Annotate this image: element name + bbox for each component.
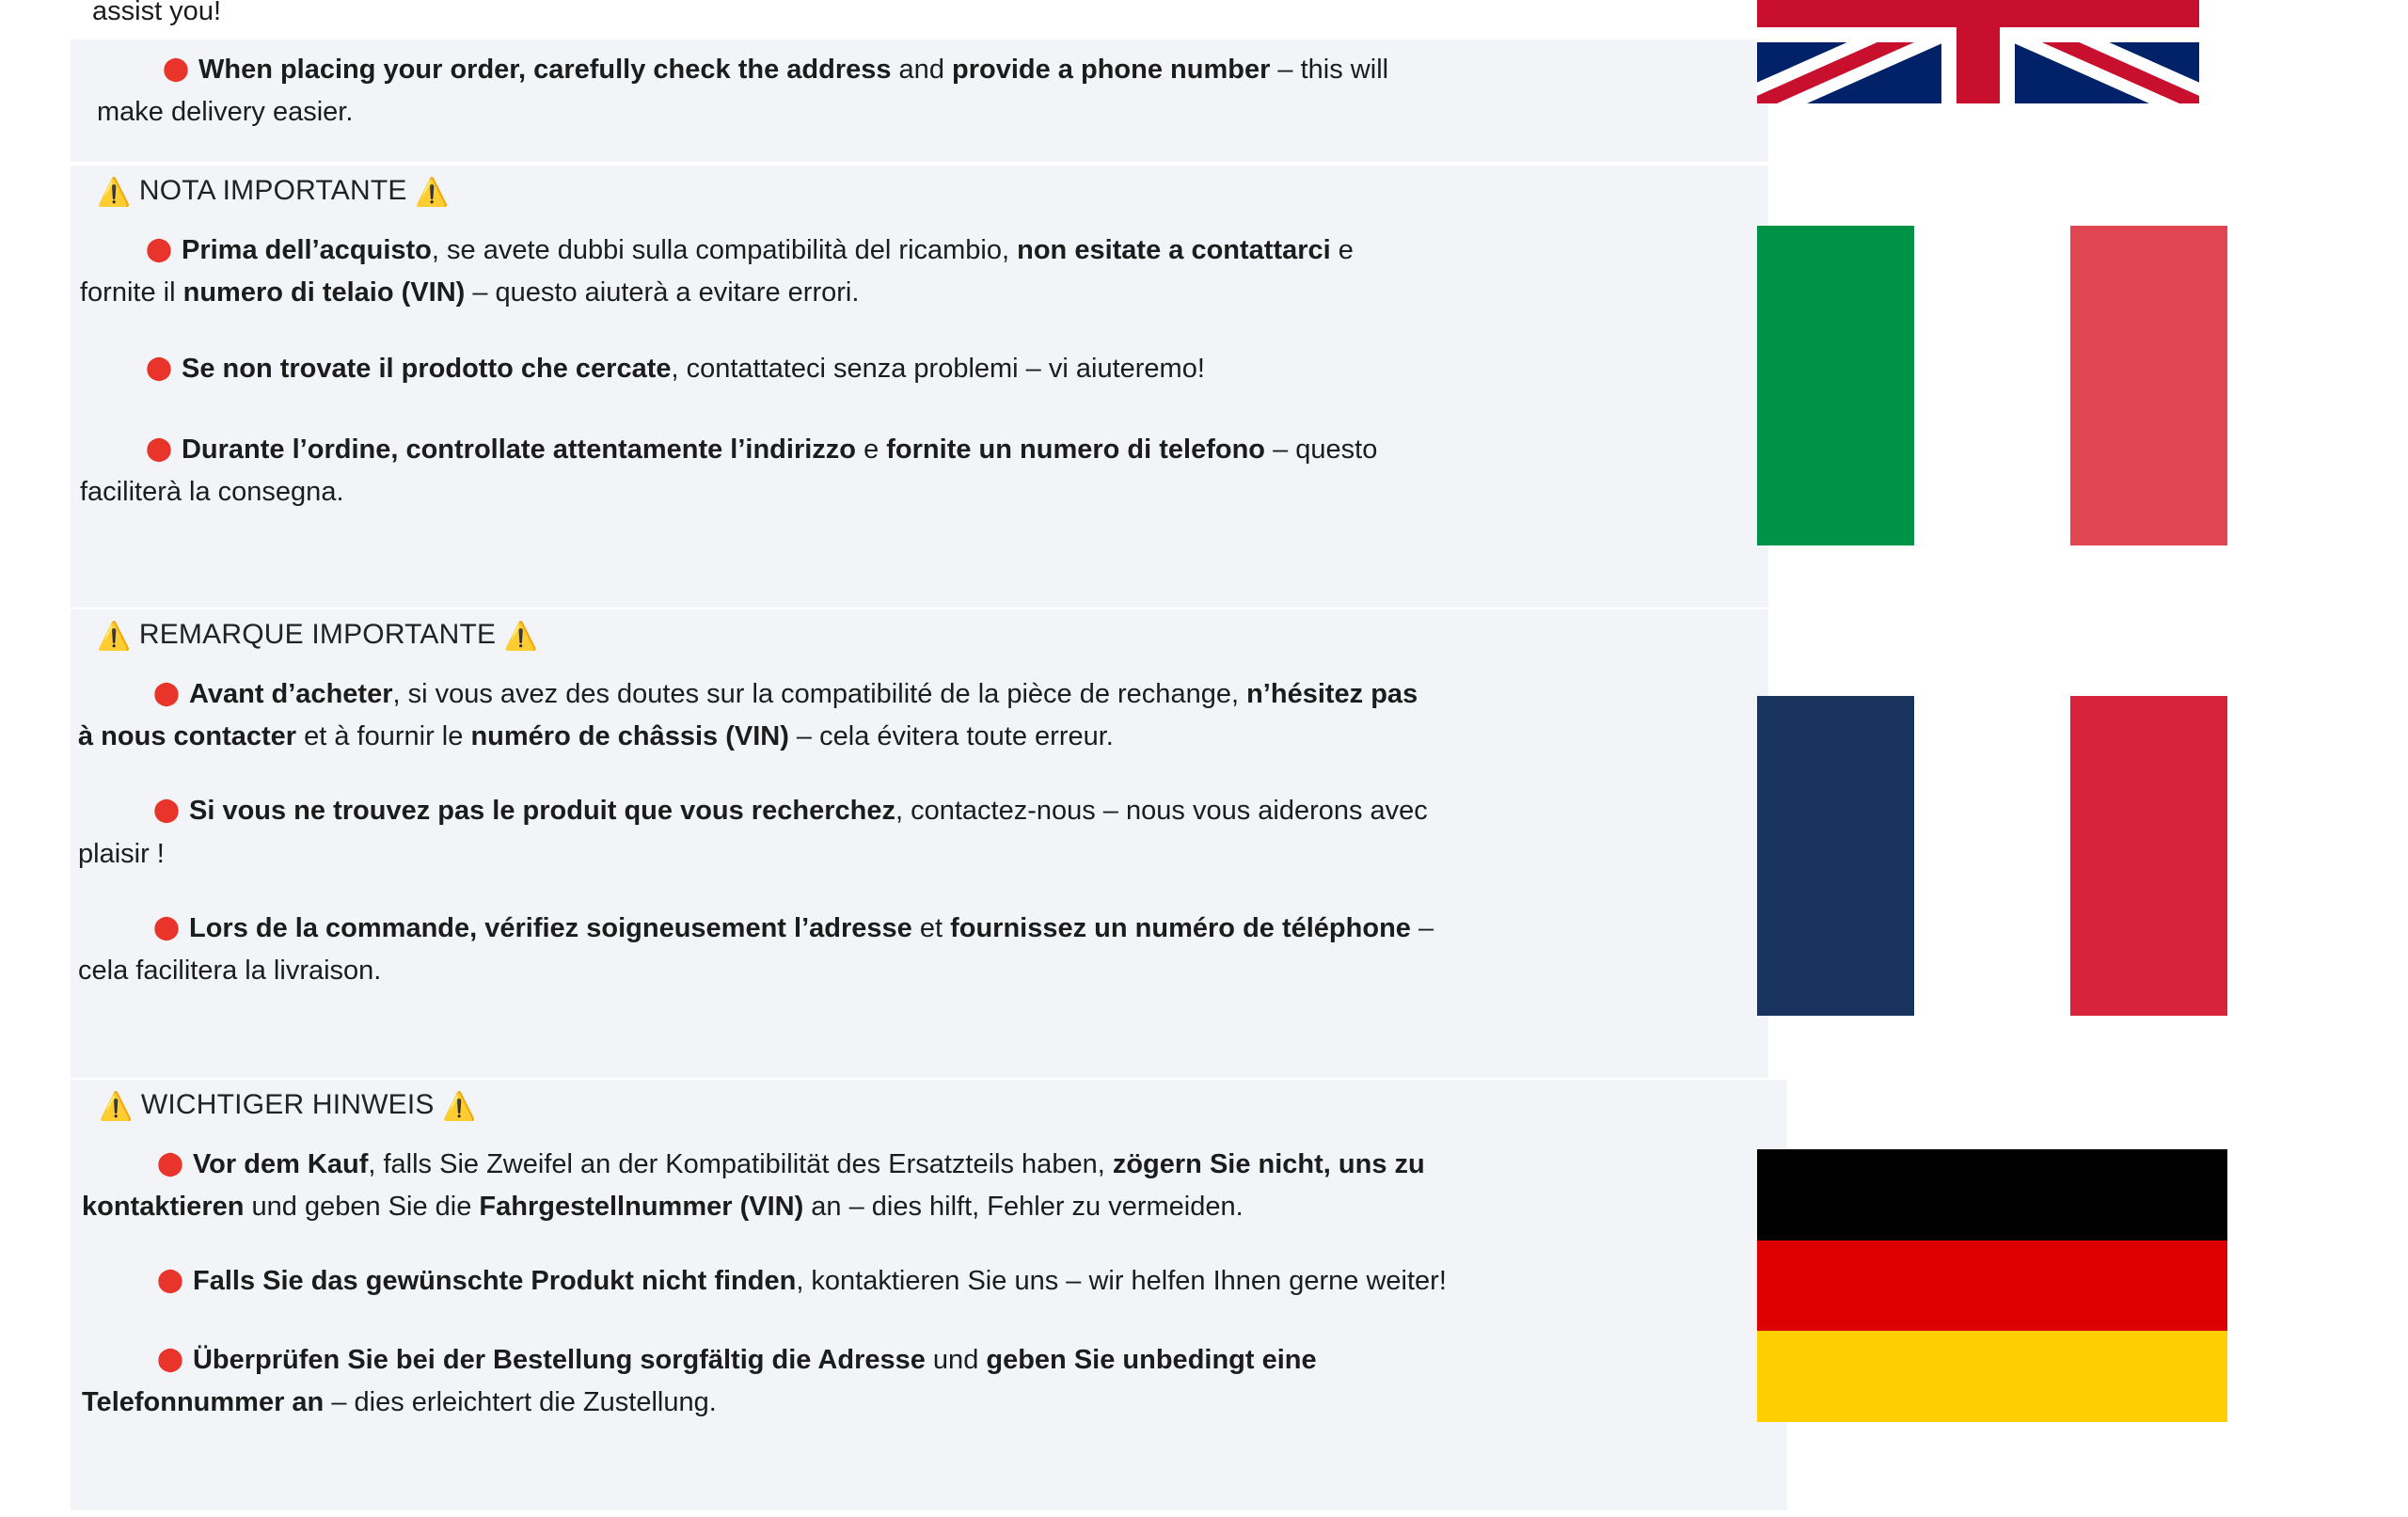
bullet-strong-1: Si vous ne trouvez pas le produit que vous recherchez	[188, 796, 895, 827]
bullet-strong-1: Se non trovate il prodotto che cercate	[181, 354, 672, 385]
bullet-strong-1: Durante l’ordine, controllate attentamente l’indirizzo	[181, 434, 857, 465]
warning-triangle-icon: ⚠️	[99, 1092, 134, 1122]
bullet-plain-1: , se avete dubbi sulla compatibilità del ricambio,	[431, 235, 1018, 265]
bullet-plain-1: , kontaktieren Sie uns – wir helfen Ihnen gerne weiter!	[796, 1266, 1447, 1297]
cont-plain-1: et à fournir le	[296, 721, 471, 752]
heading-italian	[71, 167, 1768, 213]
flag-united-kingdom	[1757, 0, 2199, 103]
red-dot-icon: ⬤	[153, 680, 180, 706]
section-italian-body	[71, 220, 1768, 608]
section-french-body	[71, 664, 1768, 1078]
heading-french	[71, 611, 1768, 656]
cont-plain-1: fornite il	[80, 277, 183, 308]
cont-plain-2: an – dies hilft, Fehler zu vermeiden.	[803, 1192, 1244, 1223]
bullet-plain-1: and	[891, 55, 952, 85]
red-dot-icon: ⬤	[153, 797, 180, 824]
red-dot-icon: ⬤	[146, 236, 172, 262]
warning-triangle-icon-2: ⚠️	[503, 622, 539, 652]
bullet-item	[71, 1332, 1787, 1383]
bullet-plain-1: und	[925, 1344, 987, 1375]
partial-line-assist-you: assist you!	[92, 0, 221, 26]
bullet-plain-1: et	[911, 912, 951, 943]
section-french-heading	[71, 609, 1768, 664]
flag-italy	[1757, 226, 2227, 545]
bullet-continuation: make delivery easier.	[97, 97, 354, 128]
bullet-plain-2: – this will	[1270, 55, 1389, 85]
bullet-item	[71, 41, 1768, 93]
bullet-plain-1: , contactez-nous – nous vous aiderons avec	[895, 796, 1428, 827]
bullet-strong-2: fournissez un numéro de téléphone	[950, 912, 1411, 943]
section-german-body	[71, 1134, 1787, 1510]
bullet-strong-2: geben Sie unbedingt eine	[986, 1344, 1317, 1375]
red-dot-icon: ⬤	[163, 55, 189, 82]
heading-french-label: REMARQUE IMPORTANTE	[138, 619, 497, 650]
bullet-item	[71, 782, 1768, 834]
red-dot-icon: ⬤	[157, 1267, 183, 1294]
bullet-item	[71, 421, 1768, 473]
bullet-continuation: faciliterà la consegna.	[80, 476, 344, 507]
bullet-strong-1: Überprüfen Sie bei der Bestellung sorgfältig die Adresse	[192, 1344, 926, 1375]
bullet-strong-2: non esitate a contattarci	[1017, 235, 1331, 265]
heading-italian-label: NOTA IMPORTANTE	[138, 175, 407, 206]
cont-plain-1: und geben Sie die	[244, 1192, 480, 1223]
section-german-heading	[71, 1080, 1787, 1134]
flag-germany	[1757, 1149, 2227, 1422]
bullet-strong-1: Vor dem Kauf	[192, 1149, 369, 1179]
bullet-strong-2: n’hésitez pas	[1246, 679, 1418, 709]
cont-strong-1: à nous contacter	[78, 721, 297, 752]
red-dot-icon: ⬤	[146, 355, 172, 382]
bullet-strong-2: zögern Sie nicht, uns zu	[1112, 1149, 1425, 1179]
bullet-continuation: cela facilitera la livraison.	[78, 955, 382, 986]
bullet-plain-1: , falls Sie Zweifel an der Kompatibilität des Ersatzteils haben,	[368, 1149, 1113, 1179]
heading-german	[71, 1082, 1787, 1127]
cont-strong-1: numero di telaio (VIN)	[182, 277, 466, 308]
bullet-item	[71, 1136, 1787, 1188]
bullet-item	[71, 666, 1768, 718]
bullet-item	[71, 222, 1768, 274]
warning-triangle-icon: ⚠️	[97, 622, 132, 652]
bullet-plain-2: – questo	[1265, 434, 1378, 465]
cont-strong-1: kontaktieren	[82, 1192, 245, 1223]
bullet-strong-1: Falls Sie das gewünschte Produkt nicht finden	[192, 1266, 797, 1297]
bullet-strong-1: Lors de la commande, vérifiez soigneusement l’adresse	[188, 912, 912, 943]
bullet-strong-1: Prima dell’acquisto	[181, 235, 432, 265]
bullet-continuation	[71, 1188, 1787, 1226]
cont-strong-1: Telefonnummer an	[82, 1386, 325, 1417]
warning-triangle-icon: ⚠️	[97, 178, 132, 208]
bullet-plain-1: , si vous avez des doutes sur la compatibilité de la pièce de rechange,	[392, 679, 1247, 709]
bullet-item	[71, 1253, 1787, 1304]
bullet-plain-1: e	[856, 434, 887, 465]
bullet-strong-1: When placing your order, carefully check the address	[198, 55, 892, 85]
cont-strong-2: Fahrgestellnummer (VIN)	[479, 1192, 804, 1223]
section-italian-heading	[71, 166, 1768, 220]
bullet-strong-2: fornite un numero di telefono	[886, 434, 1266, 465]
bullet-strong-1: Avant d’acheter	[188, 679, 393, 709]
cont-plain-2: – questo aiuterà a evitare errori.	[465, 277, 860, 308]
bullet-continuation	[71, 718, 1768, 756]
cont-plain-2: – cela évitera toute erreur.	[788, 721, 1114, 752]
bullet-strong-2: provide a phone number	[952, 55, 1271, 85]
warning-triangle-icon-2: ⚠️	[415, 178, 450, 208]
heading-german-label: WICHTIGER HINWEIS	[140, 1089, 435, 1120]
cont-strong-2: numéro de châssis (VIN)	[470, 721, 789, 752]
bullet-plain-2: –	[1410, 912, 1434, 943]
red-dot-icon: ⬤	[146, 435, 172, 462]
red-dot-icon: ⬤	[153, 913, 180, 940]
bullet-item	[71, 900, 1768, 952]
bullet-plain-2: e	[1330, 235, 1354, 265]
cont-plain-1: – dies erleichtert die Zustellung.	[324, 1386, 717, 1417]
bullet-item	[71, 340, 1768, 392]
bullet-continuation	[71, 1383, 1787, 1422]
bullet-plain-1: , contattateci senza problemi – vi aiuteremo!	[671, 354, 1205, 385]
section-english	[71, 40, 1768, 162]
warning-triangle-icon-2: ⚠️	[442, 1092, 477, 1122]
bullet-continuation	[71, 274, 1768, 312]
flag-france	[1757, 696, 2227, 1016]
red-dot-icon: ⬤	[157, 1150, 183, 1177]
red-dot-icon: ⬤	[157, 1345, 183, 1372]
bullet-continuation: plaisir !	[78, 838, 165, 869]
